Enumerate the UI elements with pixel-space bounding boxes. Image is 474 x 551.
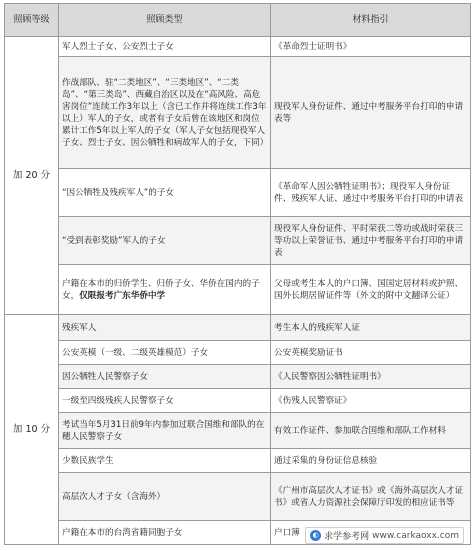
- type-cell: 作战部队、驻“二类地区”、“三类地区”、“二类岛”、“第三类岛”、西藏自治区以及在“高风险、高危害岗位”连续工作3年以上（含已工作并将连续工作3年以上）军人的子女，或者有子女后曾在该地区和岗位累计工作5年以上军人的子女（军人子女包括现役军人子女、烈士子女、因公牺牲和病故军人的子女，下同）: [59, 57, 271, 169]
- type-cell: 高层次人才子女（含海外）: [59, 473, 271, 521]
- table-row: [5, 473, 471, 521]
- table-row: [5, 449, 471, 473]
- table-row: [5, 341, 471, 365]
- type-cell: [59, 265, 271, 315]
- watermark-brand: 求学参考网: [324, 532, 370, 542]
- type-cell: 军人烈士子女、公安烈士子女: [59, 37, 271, 57]
- header-materials: 材料指引: [271, 4, 471, 37]
- materials-cell: 公安英模奖励证书: [271, 341, 471, 365]
- type-cell: 一级至四级残疾人民警察子女: [59, 389, 271, 413]
- type-cell: 户籍在本市的台湾省籍同胞子女: [59, 521, 271, 545]
- materials-cell: 《革命军人因公牺牲证明书》；现役军人身份证件、残疾军人证、通过中考服务平台打印的申请表: [271, 169, 471, 217]
- header-level: 照顾等级: [5, 4, 59, 37]
- type-cell: 因公牺牲人民警察子女: [59, 365, 271, 389]
- table-row: [5, 217, 471, 265]
- site-watermark: [305, 527, 464, 544]
- materials-cell: 父母或考生本人的户口簿、国国定居材料或护照、国外长期居留证件等（外文的附中文翻译公证）: [271, 265, 471, 315]
- type-cell: 考试当年5月31日前9年内参加过联合国维和部队的在穗人民警察子女: [59, 413, 271, 449]
- materials-cell: 《人民警察因公牺牲证明书》: [271, 365, 471, 389]
- type-text: 户籍在本市的归侨学生、归侨子女、华侨在国内的子女，: [62, 278, 260, 301]
- table-row: [5, 265, 471, 315]
- type-cell: 公安英模（一级、二级英雄模范）子女: [59, 341, 271, 365]
- table-row: [5, 389, 471, 413]
- table-row: [5, 57, 471, 169]
- header-row: [5, 4, 471, 37]
- materials-cell: 《革命烈士证明书》: [271, 37, 471, 57]
- table-row: [5, 37, 471, 57]
- policy-sheet: [4, 3, 470, 548]
- type-cell: 残疾军人: [59, 315, 271, 341]
- level-10: 加 10 分: [5, 315, 59, 545]
- table-row: [5, 315, 471, 341]
- materials-cell: 《广州市高层次人才证书》或《海外高层次人才证书》或省人力资源社会保障厅印发的相应证书等: [271, 473, 471, 521]
- table-row: [5, 413, 471, 449]
- header-type: 照顾类型: [59, 4, 271, 37]
- materials-cell: 有效工作证件、参加联合国维和部队工作材料: [271, 413, 471, 449]
- type-cell: 少数民族学生: [59, 449, 271, 473]
- materials-cell: 考生本人的残疾军人证: [271, 315, 471, 341]
- type-cell: “受到表彰奖励”军人的子女: [59, 217, 271, 265]
- materials-cell: 《伤残人民警察证》: [271, 389, 471, 413]
- type-restriction: 仅限报考广东华侨中学: [79, 290, 166, 301]
- materials-cell: 现役军人身份证件、通过中考服务平台打印的申请表等: [271, 57, 471, 169]
- watermark-logo-icon: ◐: [310, 530, 321, 541]
- materials-cell: 现役军人身份证件、平时荣获二等功或战时荣获三等功以上荣誉证书、通过中考服务平台打印的申请表: [271, 217, 471, 265]
- level-20: 加 20 分: [5, 37, 59, 315]
- bonus-points-table: [4, 3, 471, 545]
- materials-cell: 通过采集的身份证信息核验: [271, 449, 471, 473]
- table-row: [5, 365, 471, 389]
- table-row: [5, 169, 471, 217]
- type-cell: “因公牺牲及残疾军人”的子女: [59, 169, 271, 217]
- watermark-site: www.carkaoxx.com: [372, 530, 459, 541]
- materials-cell: 户口簿: [271, 521, 471, 545]
